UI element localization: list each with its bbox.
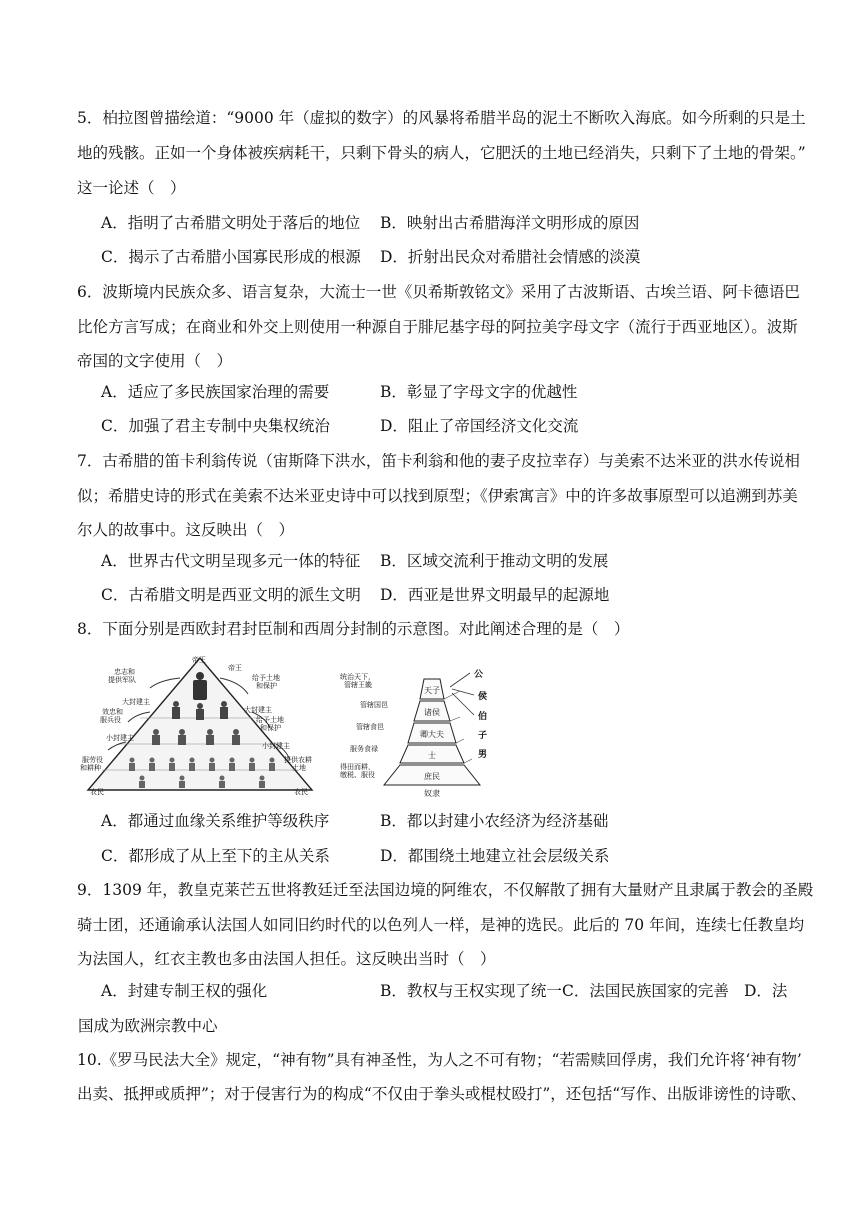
feudal-label-king2: 帝王: [228, 664, 242, 672]
zhou-left-label-2: 管辖食邑: [356, 723, 384, 731]
q6-option-c[interactable]: C．加强了君主专制中央集权统治: [101, 417, 330, 435]
q9-option-d[interactable]: D．法: [744, 982, 788, 1000]
q8-option-b[interactable]: B．都以封建小农经济为经济基础: [380, 812, 609, 830]
q7-option-a[interactable]: A．世界古代文明呈现多元一体的特征: [101, 552, 361, 570]
q9-line-1: 9．1309 年，教皇克莱芒五世将教廷迁至法国边境的阿维农，不仅解散了拥有大量财产且隶属于教会的圣殿: [77, 881, 814, 899]
q7-option-b[interactable]: B．区域交流利于推动文明的发展: [380, 552, 609, 570]
q5-line-3: 这一论述（ ）: [77, 179, 186, 197]
zhou-left-label-4: 得田而耕，缴税、服役: [340, 763, 375, 779]
q5-option-b[interactable]: B．映射出古希腊海洋文明形成的原因: [380, 214, 640, 232]
q9-option-c[interactable]: C．法国民族国家的完善: [562, 982, 729, 1000]
zhou-left-label-3: 服务食禄: [350, 745, 378, 753]
zhou-level-2: 卿大夫: [420, 730, 444, 739]
q5-line-1: 5．柏拉图曾描绘道：“9000 年（虚拟的数字）的风暴将希腊半岛的泥土不断吹入海底。如今所剩的只是土: [77, 109, 806, 127]
q6-line-3: 帝国的文字使用（ ）: [77, 352, 233, 370]
q9-option-d-continued[interactable]: 国成为欧洲宗教中心: [78, 1017, 218, 1035]
feudal-pyramid-diagram: [80, 652, 320, 800]
q9-option-b[interactable]: B．教权与王权实现了统一: [380, 982, 562, 1000]
feudal-label-big-lord2: 大封建主: [244, 706, 272, 714]
zhou-level-0: 天子: [424, 686, 440, 695]
q6-line-2: 比伦方言写成；在商业和外交上则使用一种源自于腓尼基字母的阿拉美字母文字（流行于西亚地区）。波斯: [77, 318, 798, 336]
feudal-label-peasant: 农民: [90, 788, 104, 796]
q6-line-1: 6．波斯境内民族众多、语言复杂，大流士一世《贝希斯敦铭文》采用了古波斯语、古埃兰语、阿卡德语巴: [77, 283, 800, 301]
q10-line-2: 出卖、抵押或质押”；对于侵害行为的构成“不仅由于拳头或棍杖殴打”，还包括“写作、出版诽谤性的诗歌、: [77, 1085, 807, 1103]
q8-option-a[interactable]: A．都通过血缘关系维护等级秩序: [101, 812, 330, 830]
q8-option-c[interactable]: C．都形成了从上至下的主从关系: [101, 847, 330, 865]
feudal-label-loyal-service: 效忠和服兵役: [100, 708, 123, 724]
q6-option-d[interactable]: D．阻止了帝国经济文化交流: [380, 417, 579, 435]
q7-line-1: 7．古希腊的笛卡利翁传说（宙斯降下洪水，笛卡利翁和他的妻子皮拉幸存）与美索不达米亚的洪水传说相: [77, 452, 800, 470]
zhou-rank-4: 男: [478, 750, 488, 760]
zhou-rank-3: 子: [478, 731, 488, 741]
q7-line-2: 似；希腊史诗的形式在美索不达米亚史诗中可以找到原型；《伊索寓言》中的许多故事原型可以追溯到苏美: [77, 487, 798, 505]
zhou-level-3: 士: [428, 751, 436, 760]
q9-option-a[interactable]: A．封建专制王权的强化: [101, 982, 268, 1000]
feudal-label-give-land2: 给予土地和保护: [256, 716, 284, 732]
q7-option-c[interactable]: C．古希腊文明是西亚文明的派生文明: [101, 586, 361, 604]
q6-option-b[interactable]: B．彰显了字母文字的优越性: [380, 383, 578, 401]
q5-option-d[interactable]: D．折射出民众对希腊社会情感的淡漠: [380, 248, 641, 266]
feudal-label-give-land: 给予土地和保护: [252, 674, 280, 690]
zhou-enfeoffment-diagram: [340, 665, 510, 800]
q5-option-a[interactable]: A．指明了古希腊文明处于落后的地位: [101, 214, 361, 232]
q8-option-d[interactable]: D．都围绕土地建立社会层级关系: [380, 847, 610, 865]
feudal-label-small-lord: 小封建主: [106, 734, 134, 742]
q5-line-2: 地的残骸。正如一个身体被疾病耗干，只剩下骨头的病人，它肥沃的土地已经消失，只剩下了土地的骨架。”: [77, 144, 806, 162]
zhou-left-label-1: 管辖国邑: [360, 701, 388, 709]
zhou-rank-1: 侯: [478, 692, 488, 702]
feudal-label-big-lord: 大封建主: [122, 698, 150, 706]
feudal-label-king: 帝王: [192, 656, 206, 664]
zhou-level-1: 诸侯: [424, 708, 440, 717]
q5-option-c[interactable]: C．揭示了古希腊小国寡民形成的根源: [101, 248, 361, 266]
q9-line-3: 为法国人，红衣主教也多由法国人担任。这反映出当时（ ）: [77, 950, 496, 968]
zhou-bottom-label: 奴隶: [424, 789, 440, 798]
zhou-left-label-0: 统治天下，管辖王畿: [340, 673, 375, 689]
feudal-label-farmland: 提供农耕土地: [284, 756, 312, 772]
zhou-level-4: 庶民: [424, 772, 440, 781]
q6-option-a[interactable]: A．适应了多民族国家治理的需要: [101, 383, 330, 401]
feudal-label-labor: 服劳役和耕种: [80, 756, 103, 772]
zhou-rank-2: 伯: [478, 712, 488, 722]
q7-line-3: 尔人的故事中。这反映出（ ）: [77, 521, 295, 539]
feudal-label-peasant2: 农民: [294, 788, 308, 796]
q7-option-d[interactable]: D．西亚是世界文明最早的起源地: [380, 586, 610, 604]
q8-line-1: 8．下面分别是西欧封君封臣制和西周分封制的示意图。对此阐述合理的是（ ）: [77, 620, 630, 638]
q10-line-1: 10.《罗马民法大全》规定，“神有物”具有神圣性，为人之不可有物；“若需赎回俘虏，我们允许将‘神有物’: [77, 1051, 802, 1069]
zhou-rank-0: 公: [474, 670, 484, 680]
q9-line-2: 骑士团，还通谕承认法国人如同旧约时代的以色列人一样，是神的选民。此后的 70 年间，连续七任教皇均: [77, 916, 805, 934]
feudal-label-small-lord2: 小封建主: [262, 742, 290, 750]
feudal-label-loyal-military: 忠志和提供军队: [108, 668, 136, 684]
